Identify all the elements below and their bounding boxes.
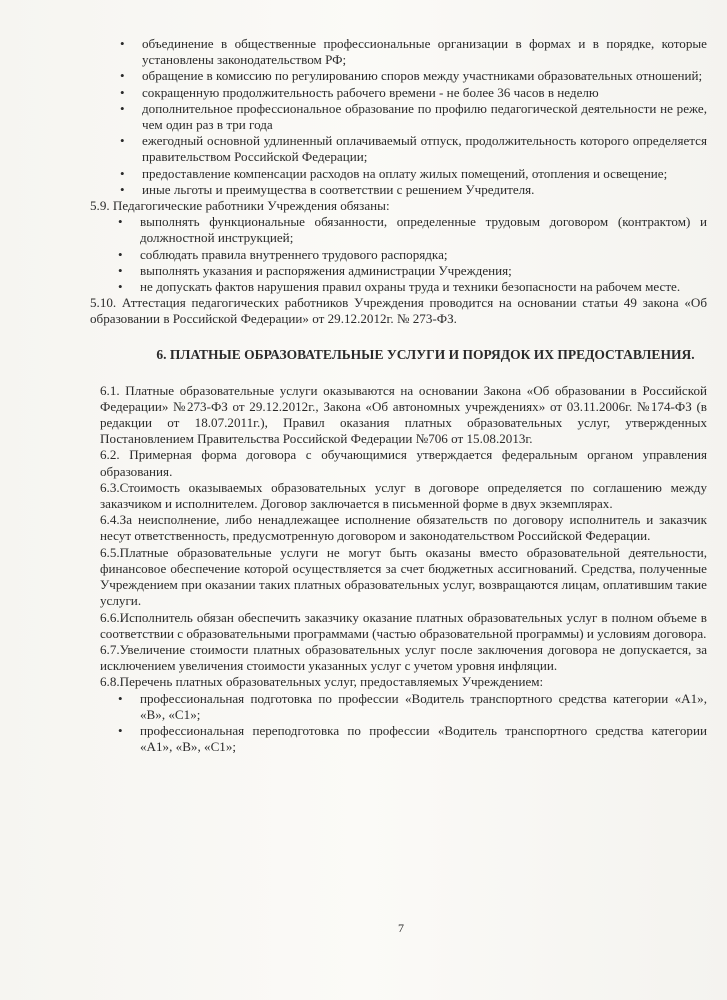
list-item: • предоставление компенсации расходов на оплату жилых помещений, отопления и освещение;: [100, 166, 707, 182]
rights-list: [100, 36, 707, 198]
list-item: • соблюдать правила внутреннего трудового распорядка;: [100, 247, 707, 263]
paragraph-6-2: 6.2. Примерная форма договора с обучающимися утверждается федеральным органом управления образования.: [100, 447, 707, 479]
paragraph-6-8: 6.8.Перечень платных образовательных услуг, предоставляемых Учреждением:: [100, 674, 544, 690]
list-item: • сокращенную продолжительность рабочего времени - не более 36 часов в неделю: [100, 85, 707, 101]
page-number: 7: [398, 921, 404, 935]
list-item: • профессиональная переподготовка по профессии «Водитель транспортного средства категории «А1», «В», «С1»;: [100, 723, 707, 755]
paragraph-5-10: 5.10. Аттестация педагогических работников Учреждения проводится на основании статьи 49 закона «Об образовании в Российской Федерации» от 29.12.2012г. № 273-ФЗ.: [90, 295, 707, 327]
paragraph-5-9: 5.9. Педагогические работники Учреждения обязаны:: [90, 198, 390, 214]
paragraph-6-6: 6.6.Исполнитель обязан обеспечить заказчику оказание платных образовательных услуг в полном объеме в соответствии с образовательными программами (частью образовательной программы) и условиям договора.: [100, 609, 707, 641]
list-item: • выполнять функциональные обязанности, определенные трудовым договором (контрактом) и должностной инструкцией;: [100, 214, 707, 246]
services-list: [100, 691, 707, 756]
list-item: • профессиональная подготовка по профессии «Водитель транспортного средства категории «А1», «В», «С1»;: [100, 691, 707, 723]
paragraph-6-7: 6.7.Увеличение стоимости платных образовательных услуг после заключения договора не допускается, за исключением увеличения стоимости указанных услуг с учетом уровня инфляции.: [100, 641, 707, 674]
section-6-title: 6. ПЛАТНЫЕ ОБРАЗОВАТЕЛЬНЫЕ УСЛУГИ И ПОРЯДОК ИХ ПРЕДОСТАВЛЕНИЯ.: [156, 346, 695, 362]
paragraph-6-3: 6.3.Стоимость оказываемых образовательных услуг в договоре определяется по соглашению между заказчиком и исполнителем. Договор заключается в письменной форме в двух экземплярах.: [100, 479, 707, 512]
paragraph-6-5: 6.5.Платные образовательные услуги не могут быть оказаны вместо образовательной деятельности, финансовое обеспечение которой осуществляется за счет бюджетных ассигнований. Средства, полученные Учреждением при оказании таких платных образовательных услуг, возвращаются лицам, оплатившим такие услуги.: [100, 544, 707, 609]
list-item: • обращение в комиссию по регулированию споров между участниками образовательных отношений;: [100, 68, 707, 84]
paragraph-6-4: 6.4.За неисполнение, либо ненадлежащее исполнение обязательств по договору исполнитель и заказчик несут ответственность, предусмотренную договором и законодательством Российской Федерации.: [100, 512, 707, 544]
list-item: • дополнительное профессиональное образование по профилю педагогической деятельности не реже, чем один раз в три года: [100, 101, 707, 133]
list-item: • выполнять указания и распоряжения администрации Учреждения;: [100, 263, 707, 279]
paragraph-6-1: 6.1. Платные образовательные услуги оказываются на основании Закона «Об образовании в Российской Федерации» №273-ФЗ от 29.12.2012г., Закона «Об автономных учреждениях» от 03.11.2006г. №174-ФЗ (в редакции от 18.07.2011г.), Правил оказания платных образовательных услуг, утвержденных Постановлением Правительства Российской Федерации №706 от 15.08.2013г.: [100, 382, 707, 447]
list-item: • объединение в общественные профессиональные организации в формах и в порядке, которые установлены законодательством РФ;: [100, 36, 707, 68]
list-item: • ежегодный основной удлиненный оплачиваемый отпуск, продолжительность которого определяется правительством Российской Федерации;: [100, 133, 707, 165]
duties-list: [100, 214, 707, 295]
list-item: • иные льготы и преимущества в соответствии с решением Учредителя.: [100, 182, 707, 198]
list-item: • не допускать фактов нарушения правил охраны труда и техники безопасности на рабочем месте.: [100, 279, 707, 295]
section-6-body: [100, 383, 707, 756]
